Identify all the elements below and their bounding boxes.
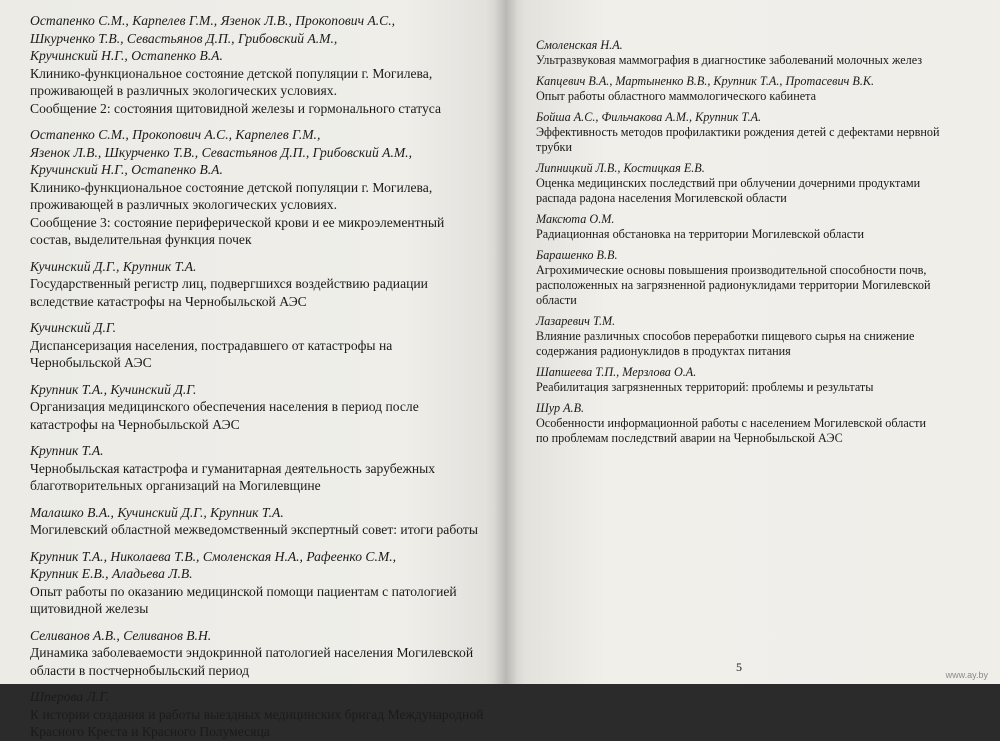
title-line: щитовидной железы (30, 601, 149, 616)
entry-authors (536, 365, 982, 380)
author-line: Липницкий Л.В., Костицкая Е.В. (536, 161, 705, 175)
author-line: Шкурченко Т.В., Севастьянов Д.П., Грибовский А.М., (30, 30, 338, 46)
entry-title (536, 176, 982, 206)
bibliography-entry (536, 365, 982, 395)
bibliography-entry (536, 110, 982, 155)
title-line: катастрофы на Чернобыльской АЭС (30, 416, 240, 432)
title-line: Влияние различных способов переработки пищевого сырья на снижение (536, 329, 915, 343)
entry-title (536, 53, 982, 68)
bibliography-entry (536, 38, 982, 68)
bibliography-entry (30, 258, 496, 311)
title-line: Ультразвуковая маммография в диагностике заболеваний молочных желез (536, 53, 923, 67)
author-line: Селиванов А.В., Селиванов В.Н. (30, 627, 212, 643)
title-line: Сообщение 3: состояние периферической крови и ее микроэлементный (30, 214, 445, 230)
title-line: Агрохимические основы повышения производительной способности почв, (536, 263, 927, 277)
entry-title (536, 416, 982, 446)
page-number: 5 (736, 660, 742, 674)
title-line: Особенности информационной работы с населением Могилевской области (536, 416, 927, 430)
bibliography-entry (30, 688, 496, 741)
author-line: Остапенко С.М., Карпелев Г.М., Язенок Л.В., Прокопович А.С., (30, 13, 396, 28)
title-line: состав, выделительная функция почек (30, 232, 252, 247)
title-line: Могилевский областной межведомственный экспертный совет: итоги работы (30, 522, 478, 537)
entry-title (30, 398, 496, 433)
author-line: Смоленская Н.А. (536, 38, 623, 52)
title-line: Чернобыльская катастрофа и гуманитарная деятельность зарубежных (30, 460, 436, 476)
entry-title (536, 380, 982, 395)
title-line: содержания радионуклидов в продуктах питания (536, 344, 791, 358)
right-entries (536, 38, 982, 446)
author-line: Крупник Т.А., Николаева Т.В., Смоленская Н.А., Рафеенко С.М., (30, 548, 397, 564)
entry-title (536, 329, 982, 359)
author-line: Шур А.В. (536, 401, 585, 415)
entry-authors (536, 212, 982, 227)
title-line: проживающей в различных экологических условиях. (30, 83, 337, 98)
bibliography-entry (30, 126, 496, 249)
title-line: Эффективность методов профилактики рождения детей с дефектами нервной (536, 125, 940, 139)
bibliography-entry (536, 401, 982, 446)
entry-authors (30, 688, 496, 706)
bibliography-entry (30, 548, 496, 618)
entry-title (30, 65, 496, 118)
entry-title (30, 583, 496, 618)
bibliography-entry (30, 319, 496, 372)
author-line: Язенок Л.В., Шкурченко Т.В., Севастьянов Д.П., Грибовский А.М., (30, 144, 412, 160)
bibliography-entry (536, 161, 982, 206)
title-line: Клинико-функциональное состояние детской популяции г. Могилева, (30, 65, 433, 81)
author-line: Кучинский Д.Г., Крупник Т.А. (30, 258, 197, 274)
entry-title (30, 179, 496, 249)
title-line: Диспансеризация населения, пострадавшего от катастрофы на (30, 337, 393, 353)
author-line: Шапшеева Т.П., Мерзлова О.А. (536, 365, 697, 379)
title-line: Динамика заболеваемости эндокринной патологией населения Могилевской (30, 645, 474, 660)
author-line: Барашенко В.В. (536, 248, 618, 262)
title-line: Радиационная обстановка на территории Могилевской области (536, 227, 865, 241)
title-line: Реабилитация загрязненных территорий: проблемы и результаты (536, 380, 874, 394)
title-line: области в постчернобыльский период (30, 662, 250, 678)
title-line: Опыт работы областного маммологического кабинета (536, 89, 817, 103)
bibliography-entry (30, 12, 496, 117)
author-line: Малашко В.А., Кучинский Д.Г., Крупник Т.А. (30, 504, 284, 520)
entry-title (536, 125, 982, 155)
author-line: Кручинский Н.Г., Остапенко В.А. (30, 48, 223, 63)
entry-title (30, 337, 496, 372)
author-line: Кучинский Д.Г. (30, 320, 117, 335)
title-line: Государственный регистр лиц, подвергшихся воздействию радиации (30, 276, 428, 291)
entry-authors (30, 627, 496, 645)
entry-authors (30, 12, 496, 65)
right-page (506, 0, 1000, 684)
author-line: Лазаревич Т.М. (536, 314, 616, 328)
author-line: Шперова Л.Г. (30, 689, 110, 704)
title-line: вследствие катастрофы на Чернобыльской АЭС (30, 293, 307, 309)
title-line: области (536, 293, 577, 307)
left-entries (30, 12, 496, 741)
entry-authors (30, 319, 496, 337)
entry-authors (30, 504, 496, 522)
entry-authors (30, 548, 496, 583)
title-line: Опыт работы по оказанию медицинской помощи пациентам с патологией (30, 583, 457, 599)
entry-authors (30, 381, 496, 399)
title-line: благотворительных организаций на Могилевщине (30, 478, 321, 493)
title-line: Оценка медицинских последствий при облучении дочерними продуктами (536, 176, 921, 190)
entry-title (30, 460, 496, 495)
entry-authors (536, 161, 982, 176)
author-line: Максюта О.М. (536, 212, 615, 226)
bibliography-entry (536, 248, 982, 308)
entry-authors (536, 248, 982, 263)
bibliography-entry (536, 74, 982, 104)
entry-title (536, 227, 982, 242)
entry-authors (30, 126, 496, 179)
entry-authors (536, 401, 982, 416)
watermark: www.ay.by (945, 670, 988, 680)
author-line: Крупник Е.В., Аладьева Л.В. (30, 566, 193, 581)
entry-title (30, 706, 496, 741)
author-line: Капцевич В.А., Мартыненко В.В., Крупник Т.А., Протасевич В.К. (536, 74, 875, 88)
author-line: Бойша А.С., Фильчакова А.М., Крупник Т.А. (536, 110, 762, 124)
title-line: Организация медицинского обеспечения населения в период после (30, 399, 419, 414)
bibliography-entry (30, 504, 496, 539)
entry-authors (536, 74, 982, 89)
bibliography-entry (30, 381, 496, 434)
author-line: Кручинский Н.Г., Остапенко В.А. (30, 162, 223, 177)
author-line: Крупник Т.А. (30, 443, 104, 458)
bibliography-entry (30, 442, 496, 495)
title-line: по проблемам последствий аварии на Чернобыльской АЭС (536, 431, 843, 445)
title-line: расположенных на загрязненной радионуклидами территории Могилевской (536, 278, 931, 292)
entry-authors (536, 314, 982, 329)
entry-authors (536, 110, 982, 125)
title-line: Чернобыльской АЭС (30, 355, 152, 370)
entry-title (30, 521, 496, 539)
entry-title (536, 263, 982, 308)
title-line: распада радона населения Могилевской области (536, 191, 787, 205)
author-line: Крупник Т.А., Кучинский Д.Г. (30, 381, 197, 397)
entry-title (30, 644, 496, 679)
entry-authors (30, 442, 496, 460)
title-line: Сообщение 2: состояния щитовидной железы и гормонального статуса (30, 100, 441, 116)
entry-authors (30, 258, 496, 276)
title-line: проживающей в различных экологических условиях. (30, 197, 337, 212)
entry-title (30, 275, 496, 310)
bibliography-entry (30, 627, 496, 680)
title-line: Красного Креста и Красного Полумесяца (30, 724, 270, 739)
bibliography-entry (536, 212, 982, 242)
title-line: К истории создания и работы выездных медицинских бригад Международной (30, 706, 484, 722)
bibliography-entry (536, 314, 982, 359)
title-line: трубки (536, 140, 572, 154)
author-line: Остапенко С.М., Прокопович А.С., Карпелев Г.М., (30, 127, 321, 142)
entry-title (536, 89, 982, 104)
entry-authors (536, 38, 982, 53)
title-line: Клинико-функциональное состояние детской популяции г. Могилева, (30, 179, 433, 195)
